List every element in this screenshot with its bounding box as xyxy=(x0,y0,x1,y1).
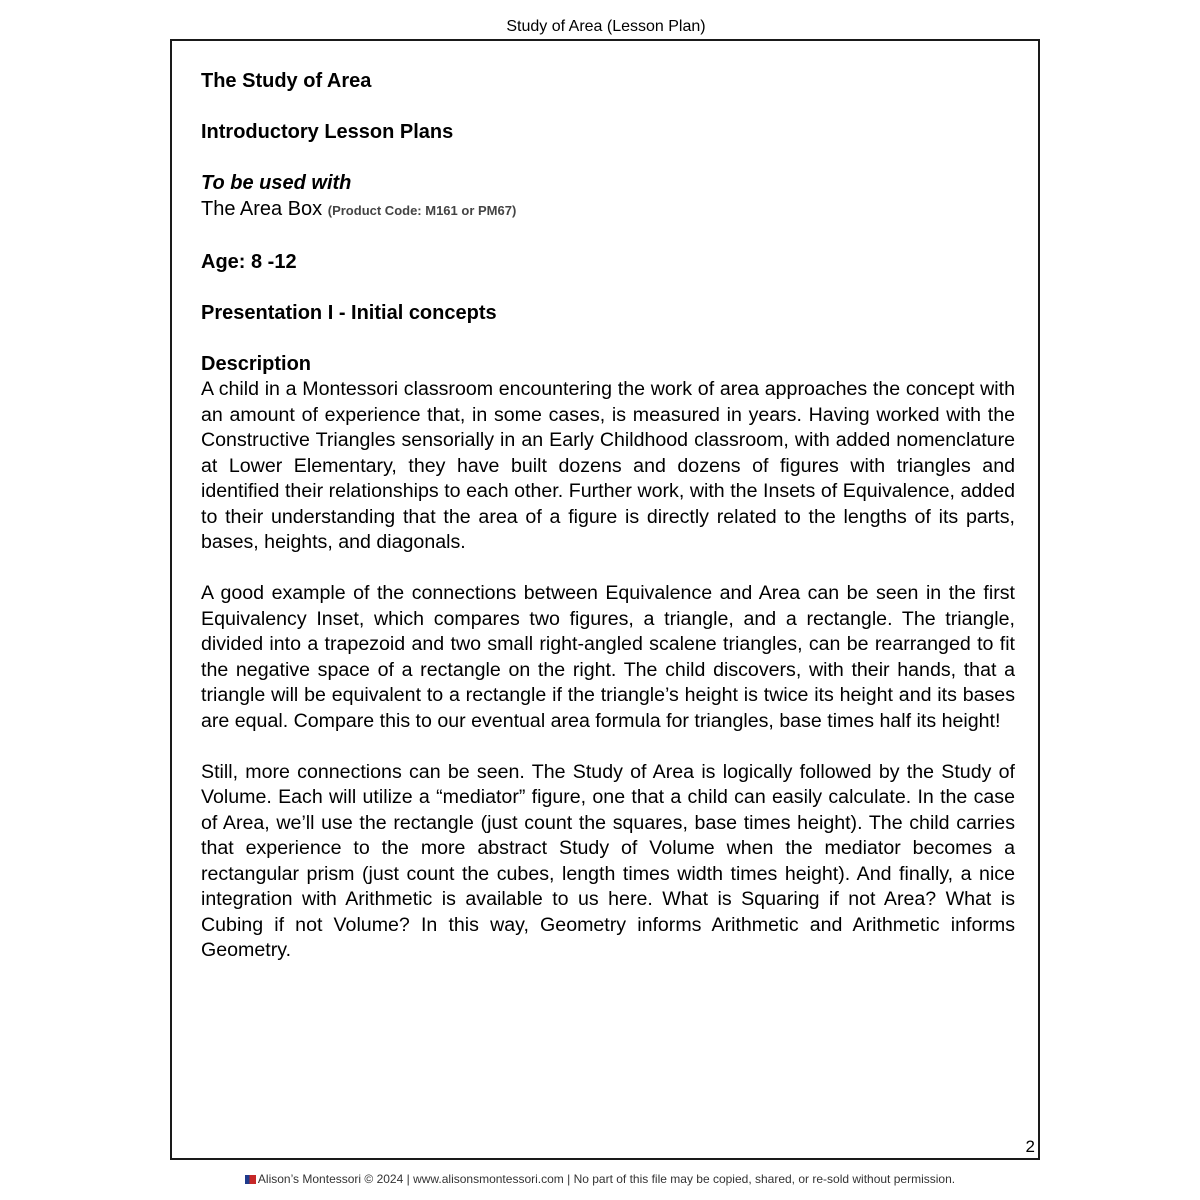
material-name: The Area Box xyxy=(201,198,323,220)
document-content xyxy=(201,68,1015,964)
description-paragraph-2: A good example of the connections between Equivalence and Area can be seen in the first Equivalency Inset, which compares two figures, a triangle, and a rectangle. The triangle, divided into a trapezoid and two small right-angled scalene triangles, can be rearranged to fit the negative space of a rectangle on the right. The child discovers, with their hands, that a triangle will be equivalent to a rectangle if the triangle’s height is twice its height and its bases are equal. Compare this to our eventual area formula for triangles, base times half its height! xyxy=(201,582,1015,732)
description-heading: Description xyxy=(201,353,312,375)
footer xyxy=(0,1171,1200,1187)
page-header-title: Study of Area (Lesson Plan) xyxy=(506,18,706,35)
flag-icon xyxy=(245,1175,256,1184)
product-code: (Product Code: M161 or PM67) xyxy=(327,203,517,218)
presentation-heading: Presentation I - Initial concepts xyxy=(201,302,497,324)
footer-text: Alison’s Montessori © 2024 | www.alisonsmontessori.com | No part of this file may be copied, shared, or re-sold without permission. xyxy=(257,1172,956,1186)
page-frame xyxy=(170,39,1040,1160)
document-subtitle: Introductory Lesson Plans xyxy=(201,121,454,143)
description-paragraph-1: A child in a Montessori classroom encountering the work of area approaches the concept with an amount of experience that, in some cases, is measured in years. Having worked with the Constructive Triangles sensorially in an Early Childhood classroom, with added nomenclature at Lower Elementary, they have built dozens and dozens of figures with triangles and identified their relationships to each other. Further work, with the Insets of Equivalence, added to their understanding that the area of a figure is directly related to the lengths of its parts, bases, heights, and diagonals. xyxy=(201,378,1015,553)
age-range: Age: 8 -12 xyxy=(201,251,297,273)
page-number: 2 xyxy=(1025,1137,1035,1156)
document-title: The Study of Area xyxy=(201,70,372,92)
used-with-label: To be used with xyxy=(201,172,352,194)
description-paragraph-3: Still, more connections can be seen. The Study of Area is logically followed by the Study of Volume. Each will utilize a “mediator” figure, one that a child can easily calculate. In the case of Area, we’ll use the rectangle (just count the squares, base times height). The child carries that experience to the more abstract Study of Volume when the mediator becomes a rectangular prism (just count the cubes, length times width times height). And finally, a nice integration with Arithmetic is available to us here. What is Squaring if not Area? What is Cubing if not Volume? In this way, Geometry informs Arithmetic and Arithmetic informs Geometry. xyxy=(201,760,1015,961)
material-line xyxy=(201,196,1015,224)
